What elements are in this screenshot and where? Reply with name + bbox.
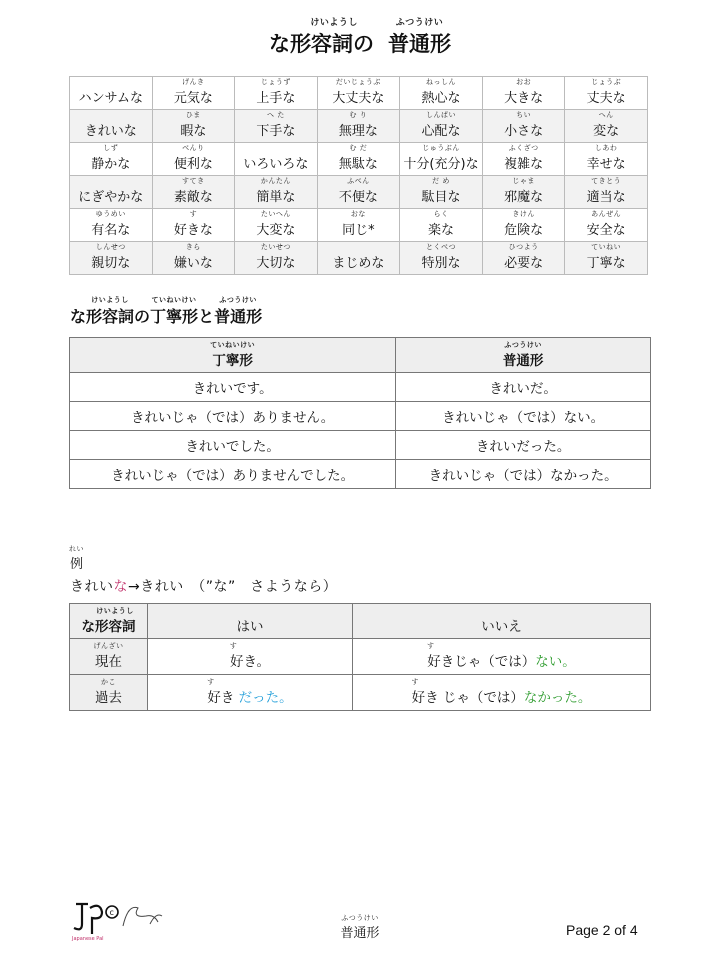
table-row	[70, 143, 648, 176]
adjective-cell	[317, 242, 400, 275]
table-row	[70, 209, 648, 242]
adjective-text: 不便な	[338, 190, 378, 205]
adjective-text: まじめな	[332, 256, 385, 271]
adjective-cell	[152, 242, 235, 275]
adjective-ruby: じゃま	[512, 177, 535, 185]
adjective-cell	[70, 143, 153, 176]
adjective-ruby: だ め	[432, 177, 450, 185]
adjective-text: 特別な	[421, 256, 461, 271]
row-header-present	[70, 639, 148, 675]
example-label	[69, 545, 84, 572]
adjective-ruby: す	[189, 210, 198, 218]
adjective-cell	[400, 77, 483, 110]
col-plain-ruby: ふつうけい	[504, 341, 542, 349]
adjective-text: ハンサムな	[78, 91, 143, 106]
adjective-ruby: ふべん	[347, 177, 370, 185]
adjective-text: 嫌いな	[173, 256, 213, 271]
example-line-post: →きれい （”な” さようなら）	[128, 579, 338, 595]
present-yes-cell	[148, 639, 353, 675]
adjective-ruby: きけん	[512, 210, 535, 218]
adjective-cell	[482, 77, 565, 110]
adjective-ruby: とくべつ	[426, 243, 456, 251]
polite-plain-table	[69, 337, 651, 489]
adjective-text: 丈夫な	[586, 91, 626, 106]
past-no-cell	[353, 675, 651, 711]
adjective-ruby: ひつよう	[508, 243, 539, 251]
adjective-text: 適当な	[586, 190, 626, 205]
plain-form-cell: きれいだった。	[396, 431, 651, 460]
polite-form-cell: きれいです。	[70, 373, 396, 402]
heading-part: の	[134, 307, 151, 326]
example-line-na: な	[113, 579, 128, 595]
adjective-text: 危険な	[504, 223, 544, 238]
adjective-text: 無理な	[338, 124, 378, 139]
past-yes-highlight: だった。	[238, 690, 293, 706]
col-plain-text: 普通形	[502, 353, 544, 369]
adjective-text: 複雑な	[504, 157, 544, 172]
past-ruby: かこ	[101, 678, 116, 686]
example-header-adjective	[70, 604, 148, 639]
polite-form-cell: きれいでした。	[70, 431, 396, 460]
col-polite-text: 丁寧形	[212, 353, 253, 369]
adjective-text: にぎやかな	[78, 190, 144, 205]
adjective-cell	[482, 176, 565, 209]
adjective-text: 好きな	[173, 223, 213, 238]
table-row	[70, 431, 651, 460]
suki-ruby: す	[427, 642, 435, 650]
table-row	[70, 77, 648, 110]
adjective-ruby: じゅうぶん	[422, 144, 460, 152]
adjective-text: 上手な	[256, 91, 296, 106]
adjective-text: 必要な	[504, 256, 544, 271]
present-no-value	[427, 642, 536, 670]
adjective-text: 静かな	[91, 157, 131, 172]
suki-ruby: す	[229, 642, 238, 650]
adjective-cell	[70, 209, 153, 242]
adjective-ruby: かんたん	[260, 177, 291, 185]
adjective-text: 暇な	[180, 124, 207, 139]
adjective-ruby: すてき	[181, 177, 205, 185]
adjective-cell	[317, 209, 400, 242]
suki-ruby: す	[207, 678, 215, 686]
adjective-text: 無駄な	[338, 157, 378, 172]
adjective-text: 親切な	[91, 256, 131, 271]
adjective-cell	[400, 209, 483, 242]
row-header-past	[70, 675, 148, 711]
adjective-ruby: きら	[185, 243, 201, 251]
adjective-text: 大切な	[256, 256, 296, 271]
adjective-ruby: ちい	[516, 111, 532, 119]
adjective-cell	[482, 209, 565, 242]
table-row	[70, 176, 648, 209]
adjective-ruby: む だ	[349, 144, 368, 152]
heading-ruby: ていねいけい	[151, 296, 197, 304]
adjective-cell	[565, 176, 648, 209]
title-part2-text: 普通形	[388, 32, 451, 56]
adjective-text: 簡単な	[256, 190, 296, 205]
example-value-text: 好きじゃ（では）	[427, 654, 536, 670]
example-label-text: 例	[70, 557, 84, 572]
na-adjective-table	[69, 76, 648, 275]
adjective-ruby: べんり	[182, 144, 205, 152]
adjective-ruby: たいせつ	[260, 243, 291, 251]
adjective-text: 駄目な	[421, 190, 461, 205]
adjective-text: 十分(充分)な	[403, 157, 479, 172]
adjective-ruby: しんせつ	[95, 243, 126, 251]
adjective-cell	[70, 77, 153, 110]
adjective-ruby: む り	[349, 111, 368, 119]
example-line	[70, 576, 337, 596]
past-no-highlight: なかった。	[523, 690, 592, 706]
adjective-cell	[482, 242, 565, 275]
table-row	[70, 639, 651, 675]
adjective-text: 大変な	[256, 223, 296, 238]
past-no-value	[411, 678, 524, 706]
adjective-text: いろいろな	[243, 157, 309, 172]
adjective-ruby: へん	[598, 111, 614, 119]
table-row	[70, 373, 651, 402]
adjective-cell	[400, 110, 483, 143]
adjective-cell	[565, 143, 648, 176]
col-header-polite	[70, 338, 396, 373]
adjective-ruby: おな	[350, 210, 366, 218]
example-header-label: な形容詞	[81, 619, 136, 635]
adjective-cell	[235, 176, 318, 209]
adjective-cell	[235, 143, 318, 176]
adjective-text: 下手な	[256, 124, 296, 139]
example-value-text: 好き じゃ（では）	[411, 690, 524, 706]
adjective-text: 小さな	[504, 124, 544, 139]
adjective-text: 同じ*	[342, 223, 375, 238]
adjective-cell	[70, 110, 153, 143]
adjective-cell	[235, 110, 318, 143]
plain-form-cell: きれいだ。	[396, 373, 651, 402]
section-heading-polite-plain	[70, 296, 263, 327]
adjective-text: 元気な	[173, 91, 213, 106]
table-row	[70, 460, 651, 489]
adjective-ruby: たいへん	[260, 210, 291, 218]
svg-text:c: c	[109, 908, 114, 917]
footer-title-ruby: ふつうけい	[341, 914, 379, 922]
adjective-text: きれいな	[84, 124, 137, 139]
adjective-cell	[565, 209, 648, 242]
present-yes-value	[229, 642, 270, 670]
adjective-ruby: あんぜん	[591, 210, 622, 218]
adjective-cell	[400, 176, 483, 209]
example-value-text: 好き	[207, 690, 235, 706]
adjective-text: 変な	[593, 124, 620, 139]
adjective-cell	[70, 242, 153, 275]
col-header-plain	[396, 338, 651, 373]
adjective-ruby: しんぱい	[426, 111, 456, 119]
adjective-cell	[235, 242, 318, 275]
adjective-cell	[235, 209, 318, 242]
adjective-text: 邪魔な	[504, 190, 544, 205]
adjective-cell	[235, 77, 318, 110]
past-yes-value	[207, 678, 235, 706]
table-row	[70, 242, 648, 275]
polite-form-cell: きれいじゃ（では）ありません。	[70, 402, 396, 431]
present-ruby: げんざい	[93, 642, 124, 650]
adjective-ruby: ていねい	[591, 243, 622, 251]
example-value-text: 好き。	[230, 654, 270, 670]
example-label-ruby: れい	[69, 545, 84, 553]
adjective-ruby: らく	[433, 210, 449, 218]
adjective-cell	[317, 176, 400, 209]
adjective-cell	[565, 110, 648, 143]
adjective-ruby: だいじょうぶ	[335, 78, 381, 86]
adjective-text: 有名な	[91, 223, 131, 238]
adjective-text: 安全な	[586, 223, 626, 238]
present-text: 現在	[95, 654, 122, 670]
adjective-text: 便利な	[173, 157, 213, 172]
col-polite-ruby: ていねいけい	[210, 341, 256, 349]
adjective-cell	[152, 209, 235, 242]
adjective-cell	[152, 110, 235, 143]
example-table	[69, 603, 651, 711]
heading-ruby: ふつうけい	[219, 296, 257, 304]
adjective-ruby: じょうぶ	[591, 78, 622, 86]
heading-part: 形容詞	[86, 307, 135, 326]
adjective-ruby: しあわ	[594, 144, 618, 152]
past-yes-cell	[148, 675, 353, 711]
title-part1-ruby: けいようし	[310, 18, 358, 28]
heading-part: な	[70, 307, 87, 326]
adjective-ruby: てきとう	[591, 177, 622, 185]
adjective-cell	[482, 143, 565, 176]
table-row	[70, 675, 651, 711]
adjective-cell	[152, 176, 235, 209]
table-row	[70, 110, 648, 143]
adjective-cell	[482, 110, 565, 143]
example-header-ruby: けいようし	[96, 607, 134, 615]
title-part1-text: 形容詞の	[290, 32, 374, 56]
page-number: Page 2 of 4	[566, 922, 638, 938]
heading-part: 丁寧形	[150, 307, 199, 326]
adjective-cell	[400, 242, 483, 275]
adjective-text: 熱心な	[421, 91, 461, 106]
adjective-cell	[70, 176, 153, 209]
heading-ruby: けいようし	[91, 296, 129, 304]
present-no-cell	[353, 639, 651, 675]
example-line-pre: きれい	[70, 579, 114, 595]
adjective-text: 大きな	[504, 91, 544, 106]
adjective-cell	[152, 143, 235, 176]
adjective-cell	[400, 143, 483, 176]
adjective-ruby: へ た	[266, 111, 285, 119]
adjective-ruby: ねっしん	[426, 78, 456, 86]
adjective-text: 幸せな	[586, 157, 626, 172]
adjective-cell	[565, 242, 648, 275]
table-row	[70, 402, 651, 431]
adjective-ruby: ふくざつ	[508, 144, 539, 152]
page-title: な形容詞の けいようし 普通形 ふつうけい	[0, 28, 720, 58]
adjective-ruby: おお	[516, 78, 532, 86]
adjective-ruby: しず	[103, 144, 119, 152]
adjective-cell	[152, 77, 235, 110]
adjective-text: 素敵な	[173, 190, 213, 205]
example-header-no: いいえ	[353, 604, 651, 639]
adjective-cell	[565, 77, 648, 110]
svg-text:Japanese Pal: Japanese Pal	[72, 936, 104, 942]
adjective-cell	[317, 143, 400, 176]
adjective-cell	[317, 77, 400, 110]
adjective-cell	[317, 110, 400, 143]
adjective-ruby: じょうず	[260, 78, 291, 86]
heading-part: と	[198, 307, 215, 326]
adjective-text: 楽な	[428, 223, 455, 238]
title-part2-ruby: ふつうけい	[395, 18, 444, 28]
plain-form-cell: きれいじゃ（では）なかった。	[396, 460, 651, 489]
example-header-yes: はい	[148, 604, 353, 639]
polite-form-cell: きれいじゃ（では）ありませんでした。	[70, 460, 396, 489]
heading-part: 普通形	[214, 307, 263, 326]
adjective-ruby: ゆうめい	[95, 210, 126, 218]
adjective-ruby: ひま	[185, 111, 201, 119]
adjective-text: 心配な	[421, 124, 461, 139]
adjective-ruby: げんき	[182, 78, 205, 86]
present-no-highlight: ない。	[535, 654, 576, 670]
plain-form-cell: きれいじゃ（では）ない。	[396, 402, 651, 431]
adjective-text: 大丈夫な	[332, 91, 385, 106]
footer-title-text: 普通形	[340, 926, 380, 941]
past-text: 過去	[95, 690, 122, 706]
suki-ruby: す	[411, 678, 419, 686]
adjective-text: 丁寧な	[586, 256, 626, 271]
